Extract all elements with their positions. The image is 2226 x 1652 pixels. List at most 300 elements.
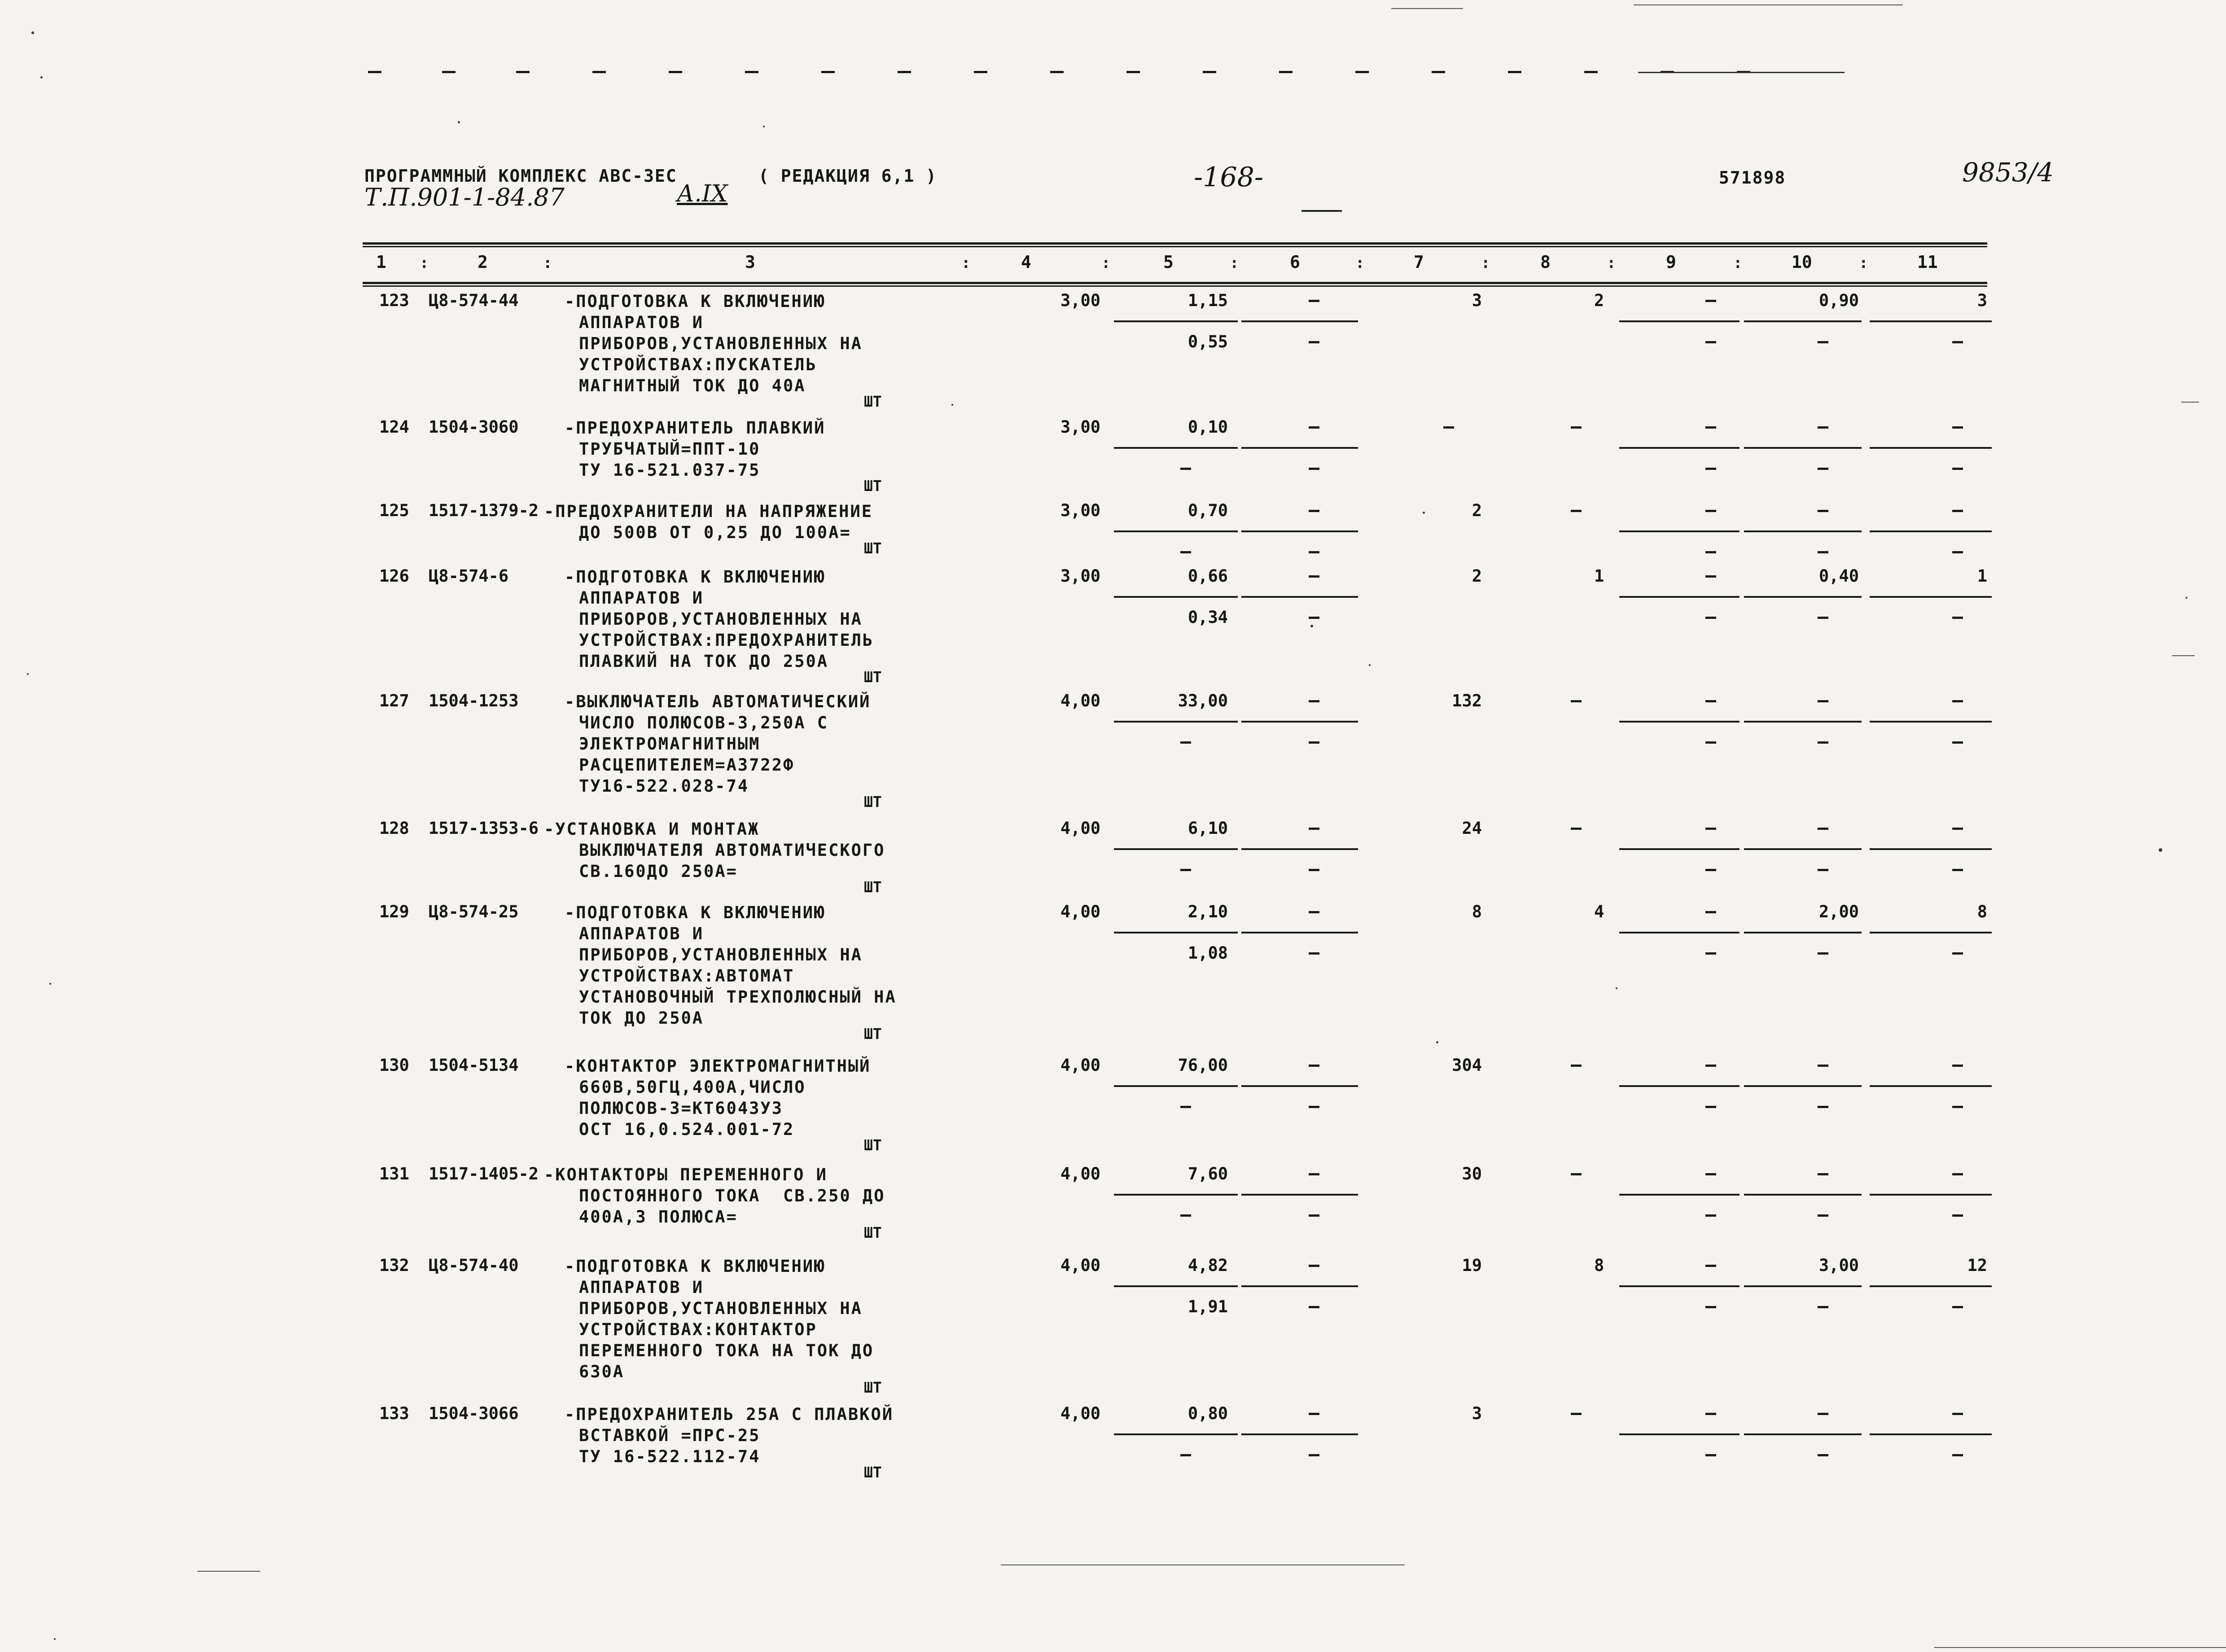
cell-underline bbox=[1241, 1085, 1358, 1087]
cell-underline bbox=[1744, 721, 1862, 723]
col8-value bbox=[1571, 1173, 1582, 1175]
top-dash bbox=[1508, 71, 1521, 73]
scan-line bbox=[1934, 1647, 2226, 1648]
col4-value: 4,00 bbox=[1060, 1164, 1100, 1183]
cell-underline bbox=[1870, 1285, 1992, 1287]
cell-underline bbox=[1241, 447, 1358, 449]
col4-value: 3,00 bbox=[1060, 417, 1100, 437]
col6-dash-top bbox=[1309, 700, 1319, 702]
description-line: ВСТАВКОЙ =ПРС-25 bbox=[579, 1426, 761, 1445]
row-number: 131 bbox=[379, 1164, 409, 1183]
col11-value bbox=[1952, 1065, 1963, 1067]
scan-line bbox=[1391, 8, 1463, 9]
col9-dash-top bbox=[1705, 1413, 1716, 1415]
cell-underline bbox=[1870, 530, 1992, 532]
column-header-1: 1 bbox=[376, 252, 386, 272]
table-row bbox=[0, 417, 2226, 422]
row-number: 126 bbox=[379, 566, 409, 586]
col6-dash-bottom bbox=[1309, 1106, 1319, 1108]
row-number: 124 bbox=[379, 417, 409, 437]
description-line: ПРИБОРОВ,УСТАНОВЛЕННЫХ НА bbox=[579, 945, 863, 964]
col5-value-bottom bbox=[1180, 1454, 1191, 1456]
col7-value: 304 bbox=[1452, 1056, 1482, 1075]
col8-value bbox=[1571, 700, 1582, 702]
cell-underline bbox=[1744, 1085, 1862, 1087]
cell-underline bbox=[1241, 721, 1358, 723]
cell-underline bbox=[1619, 320, 1740, 322]
cell-underline bbox=[1241, 848, 1358, 850]
col9-dash-top bbox=[1705, 1173, 1716, 1175]
description-line: -ПОДГОТОВКА К ВКЛЮЧЕНИЮ bbox=[565, 1257, 826, 1276]
cell-underline bbox=[1241, 320, 1358, 322]
cell-underline bbox=[1870, 848, 1992, 850]
col6-dash-top bbox=[1309, 575, 1319, 578]
table-row bbox=[0, 902, 2226, 907]
col10-value bbox=[1818, 828, 1828, 830]
col5-value-top: 76,00 bbox=[1178, 1056, 1228, 1075]
col6-dash-top bbox=[1309, 911, 1319, 913]
col7-value: 24 bbox=[1462, 819, 1482, 838]
row-number: 123 bbox=[379, 291, 409, 310]
cell-underline bbox=[1744, 1285, 1862, 1287]
column-header-11: 11 bbox=[1917, 252, 1938, 272]
cell-underline bbox=[1744, 530, 1862, 532]
cell-underline bbox=[1870, 721, 1992, 723]
col10-dash-bottom bbox=[1818, 617, 1828, 619]
col11-value bbox=[1952, 828, 1963, 830]
col9-dash-top bbox=[1705, 911, 1716, 913]
col4-value: 4,00 bbox=[1060, 1256, 1100, 1275]
cell-underline bbox=[1870, 320, 1992, 322]
col9-dash-bottom bbox=[1705, 952, 1716, 955]
cell-underline bbox=[1619, 1085, 1740, 1087]
cell-underline bbox=[1241, 1285, 1358, 1287]
description-line: ОСТ 16,0.524.001-72 bbox=[579, 1120, 795, 1139]
scan-speck bbox=[1369, 664, 1371, 666]
top-dash bbox=[745, 71, 758, 73]
col5-value-top: 2,10 bbox=[1187, 902, 1228, 921]
col9-dash-bottom bbox=[1705, 341, 1716, 343]
description-line: АППАРАТОВ И bbox=[579, 588, 704, 608]
table-row bbox=[0, 291, 2226, 295]
cell-underline bbox=[1619, 530, 1740, 532]
column-header-4: 4 bbox=[1021, 252, 1031, 272]
col5-value-bottom bbox=[1180, 468, 1191, 470]
row-code: 1517-1405-2 bbox=[429, 1164, 539, 1183]
col10-value bbox=[1818, 426, 1828, 429]
description-line: ПОСТОЯННОГО ТОКА СВ.250 ДО bbox=[579, 1186, 885, 1205]
description-line: ТУ 16-522.112-74 bbox=[579, 1447, 761, 1466]
col6-dash-bottom bbox=[1309, 1214, 1319, 1217]
cell-underline bbox=[1744, 1194, 1862, 1196]
col10-dash-bottom bbox=[1818, 1454, 1828, 1456]
cell-underline bbox=[1619, 596, 1740, 598]
top-dash bbox=[368, 71, 381, 73]
cell-underline bbox=[1114, 447, 1238, 449]
col10-value bbox=[1818, 510, 1828, 512]
col10-value bbox=[1818, 700, 1828, 702]
row-number: 125 bbox=[379, 501, 409, 520]
cell-underline bbox=[1114, 530, 1238, 532]
description-line: -КОНТАКТОРЫ ПЕРЕМЕННОГО И bbox=[544, 1165, 828, 1184]
col10-value: 0,40 bbox=[1818, 566, 1859, 586]
table-header-rule bbox=[363, 282, 1987, 284]
cell-underline bbox=[1744, 447, 1862, 449]
col4-value: 4,00 bbox=[1060, 691, 1100, 710]
col6-dash-bottom bbox=[1309, 741, 1319, 744]
col9-dash-bottom bbox=[1705, 1454, 1716, 1456]
scan-speck bbox=[2159, 848, 2162, 852]
col10-dash-bottom bbox=[1818, 869, 1828, 871]
col11-dash-bottom bbox=[1952, 1454, 1963, 1456]
unit-label: ШТ bbox=[864, 878, 882, 896]
col10-dash-bottom bbox=[1818, 1106, 1828, 1108]
col10-dash-bottom bbox=[1818, 341, 1828, 343]
cell-underline bbox=[1619, 848, 1740, 850]
column-separator: : bbox=[961, 254, 971, 272]
col10-value bbox=[1818, 1065, 1828, 1067]
cell-underline bbox=[1870, 932, 1992, 933]
description-line: -ПОДГОТОВКА К ВКЛЮЧЕНИЮ bbox=[565, 903, 826, 922]
cell-underline bbox=[1114, 596, 1238, 598]
cell-underline bbox=[1870, 447, 1992, 449]
col9-dash-top bbox=[1705, 1265, 1716, 1267]
cell-underline bbox=[1744, 596, 1862, 598]
col6-dash-bottom bbox=[1309, 1454, 1319, 1456]
col11-value: 12 bbox=[1967, 1256, 1987, 1275]
top-dash bbox=[974, 71, 987, 73]
row-number: 130 bbox=[379, 1056, 409, 1075]
scan-speck bbox=[1310, 625, 1313, 627]
col6-dash-bottom bbox=[1309, 341, 1319, 343]
col6-dash-bottom bbox=[1309, 551, 1319, 553]
col6-dash-top bbox=[1309, 1065, 1319, 1067]
cell-underline bbox=[1870, 1085, 1992, 1087]
col11-dash-bottom bbox=[1952, 1306, 1963, 1308]
column-header-10: 10 bbox=[1792, 252, 1812, 272]
top-dash bbox=[1050, 71, 1064, 73]
row-number: 132 bbox=[379, 1256, 409, 1275]
description-line: ДО 500В ОТ 0,25 ДО 100А= bbox=[579, 523, 851, 542]
cell-underline bbox=[1114, 848, 1238, 850]
row-number: 129 bbox=[379, 902, 409, 921]
scan-speck bbox=[54, 1638, 56, 1640]
col7-value: 30 bbox=[1462, 1164, 1482, 1183]
col8-value: 8 bbox=[1594, 1256, 1604, 1275]
description-line: ТРУБЧАТЫЙ=ППТ-10 bbox=[579, 439, 761, 459]
col6-dash-top bbox=[1309, 1173, 1319, 1175]
col9-dash-top bbox=[1705, 300, 1716, 302]
col10-value: 2,00 bbox=[1818, 902, 1859, 921]
col9-dash-bottom bbox=[1705, 617, 1716, 619]
cell-underline bbox=[1744, 848, 1862, 850]
col5-value-top: 0,10 bbox=[1187, 417, 1228, 437]
description-line: -ПОДГОТОВКА К ВКЛЮЧЕНИЮ bbox=[565, 292, 826, 311]
col6-dash-top bbox=[1309, 300, 1319, 302]
column-separator: : bbox=[1355, 254, 1365, 272]
col6-dash-top bbox=[1309, 828, 1319, 830]
col8-value bbox=[1571, 828, 1582, 830]
unit-label: ШТ bbox=[864, 1136, 882, 1154]
col7-value: 3 bbox=[1472, 1404, 1482, 1423]
cell-underline bbox=[1241, 530, 1358, 532]
description-line: ПРИБОРОВ,УСТАНОВЛЕННЫХ НА bbox=[579, 1299, 863, 1318]
description-line: -ПРЕДОХРАНИТЕЛЬ ПЛАВКИЙ bbox=[565, 418, 826, 438]
col9-dash-top bbox=[1705, 828, 1716, 830]
row-code: 1504-3066 bbox=[429, 1404, 519, 1423]
column-header-9: 9 bbox=[1666, 252, 1676, 272]
cell-underline bbox=[1619, 932, 1740, 933]
col11-value: 1 bbox=[1977, 566, 1987, 586]
scan-line bbox=[197, 1571, 260, 1572]
row-number: 128 bbox=[379, 819, 409, 838]
row-code: 1504-1253 bbox=[429, 691, 519, 710]
col6-dash-top bbox=[1309, 426, 1319, 429]
column-separator: : bbox=[1733, 254, 1743, 272]
column-separator: : bbox=[1859, 254, 1868, 272]
table-header-rule-2 bbox=[363, 285, 1987, 287]
col6-dash-bottom bbox=[1309, 952, 1319, 955]
description-line: ТОК ДО 250А bbox=[579, 1008, 704, 1028]
unit-label: ШТ bbox=[864, 393, 882, 410]
scan-speck bbox=[1423, 512, 1425, 514]
unit-label: ШТ bbox=[864, 477, 882, 495]
top-dash bbox=[669, 71, 682, 73]
row-number: 133 bbox=[379, 1404, 409, 1423]
column-separator: : bbox=[1481, 254, 1490, 272]
col6-dash-top bbox=[1309, 1265, 1319, 1267]
description-line: ЧИСЛО ПОЛЮСОВ-3,250А С bbox=[579, 713, 829, 732]
column-separator: : bbox=[543, 254, 552, 272]
col5-value-top: 6,10 bbox=[1187, 819, 1228, 838]
col11-dash-bottom bbox=[1952, 952, 1963, 955]
cell-underline bbox=[1870, 1433, 1992, 1435]
col5-value-bottom bbox=[1180, 1106, 1191, 1108]
description-line: АППАРАТОВ И bbox=[579, 313, 704, 332]
column-header-5: 5 bbox=[1163, 252, 1174, 272]
top-dash bbox=[1584, 71, 1598, 73]
scan-line bbox=[1301, 210, 1342, 212]
unit-label: ШТ bbox=[864, 793, 882, 811]
description-line: ПРИБОРОВ,УСТАНОВЛЕННЫХ НА bbox=[579, 609, 863, 629]
cell-underline bbox=[1744, 320, 1862, 322]
col11-dash-bottom bbox=[1952, 551, 1963, 553]
program-title: ПРОГРАММНЫЙ КОМПЛЕКС АВС-3ЕС bbox=[364, 166, 677, 186]
col5-value-top: 0,80 bbox=[1187, 1404, 1228, 1423]
column-header-7: 7 bbox=[1414, 252, 1424, 272]
col10-dash-bottom bbox=[1818, 468, 1828, 470]
cell-underline bbox=[1744, 932, 1862, 933]
col7-value: 2 bbox=[1472, 501, 1482, 520]
description-line: ПРИБОРОВ,УСТАНОВЛЕННЫХ НА bbox=[579, 334, 863, 353]
col4-value: 3,00 bbox=[1060, 501, 1100, 520]
sheet-number-handwritten: 9853/4 bbox=[1962, 157, 2054, 188]
column-header-2: 2 bbox=[478, 252, 488, 272]
cell-underline bbox=[1114, 320, 1238, 322]
cell-underline bbox=[1241, 932, 1358, 933]
col9-dash-top bbox=[1705, 510, 1716, 512]
col4-value: 4,00 bbox=[1060, 819, 1100, 838]
col8-value: 2 bbox=[1594, 291, 1604, 310]
cell-underline bbox=[1114, 1433, 1238, 1435]
cell-underline bbox=[1870, 596, 1992, 598]
table-row bbox=[0, 1256, 2226, 1260]
col10-value bbox=[1818, 1173, 1828, 1175]
top-dash bbox=[1203, 71, 1216, 73]
col11-dash-bottom bbox=[1952, 341, 1963, 343]
cell-underline bbox=[1114, 1285, 1238, 1287]
col9-dash-bottom bbox=[1705, 1214, 1716, 1217]
top-dash bbox=[821, 71, 835, 73]
column-header-3: 3 bbox=[745, 252, 755, 272]
col5-value-top: 1,15 bbox=[1187, 291, 1228, 310]
col5-value-top: 0,70 bbox=[1187, 501, 1228, 520]
top-dash bbox=[442, 71, 456, 73]
col9-dash-bottom bbox=[1705, 551, 1716, 553]
album-handwritten: А.IX bbox=[677, 180, 728, 207]
row-number: 127 bbox=[379, 691, 409, 710]
column-header-6: 6 bbox=[1290, 252, 1300, 272]
table-row bbox=[0, 1404, 2226, 1408]
cell-underline bbox=[1114, 932, 1238, 933]
col11-value: 3 bbox=[1977, 291, 1987, 310]
col9-dash-bottom bbox=[1705, 468, 1716, 470]
col4-value: 3,00 bbox=[1060, 566, 1100, 586]
description-line: МАГНИТНЫЙ ТОК ДО 40А bbox=[579, 376, 806, 395]
col9-dash-bottom bbox=[1705, 741, 1716, 744]
description-line: ПЛАВКИЙ НА ТОК ДО 250А bbox=[579, 652, 829, 671]
table-top-rule-2 bbox=[363, 246, 1987, 247]
cell-underline bbox=[1241, 596, 1358, 598]
description-line: ПЕРЕМЕННОГО ТОКА НА ТОК ДО bbox=[579, 1341, 874, 1360]
description-line: -ПОДГОТОВКА К ВКЛЮЧЕНИЮ bbox=[565, 567, 826, 587]
description-line: РАСЦЕПИТЕЛЕМ=А3722Ф bbox=[579, 755, 795, 775]
top-dash bbox=[1279, 71, 1293, 73]
col10-dash-bottom bbox=[1818, 1214, 1828, 1217]
tp-handwritten: Т.П.901-1-84.87 bbox=[364, 183, 565, 211]
col9-dash-bottom bbox=[1705, 869, 1716, 871]
col7-value: 3 bbox=[1472, 291, 1482, 310]
row-code: 1517-1379-2 bbox=[429, 501, 539, 520]
cell-underline bbox=[1619, 1433, 1740, 1435]
col9-dash-bottom bbox=[1705, 1306, 1716, 1308]
column-separator: : bbox=[1230, 254, 1239, 272]
description-line: УСТАНОВОЧНЫЙ ТРЕХПОЛЮСНЫЙ НА bbox=[579, 987, 897, 1007]
top-dash bbox=[1355, 71, 1369, 73]
col11-dash-bottom bbox=[1952, 617, 1963, 619]
column-header-8: 8 bbox=[1540, 252, 1551, 272]
col11-value: 8 bbox=[1977, 902, 1987, 921]
col9-dash-top bbox=[1705, 700, 1716, 702]
col11-value bbox=[1952, 426, 1963, 429]
description-line: 400А,3 ПОЛЮСА= bbox=[579, 1207, 738, 1227]
row-code: 1504-5134 bbox=[429, 1056, 519, 1075]
col11-dash-bottom bbox=[1952, 1214, 1963, 1217]
description-line: ТУ16-522.028-74 bbox=[579, 776, 749, 796]
col4-value: 4,00 bbox=[1060, 1404, 1100, 1423]
scan-speck bbox=[31, 31, 34, 34]
cell-underline bbox=[1744, 1433, 1862, 1435]
col9-dash-bottom bbox=[1705, 1106, 1716, 1108]
cell-underline bbox=[1114, 1194, 1238, 1196]
row-code: Ц8-574-25 bbox=[429, 902, 519, 921]
col10-value bbox=[1818, 1413, 1828, 1415]
col11-value bbox=[1952, 1413, 1963, 1415]
col7-value: 19 bbox=[1462, 1256, 1482, 1275]
description-line: ПОЛЮСОВ-3=КТ6043У3 bbox=[579, 1099, 783, 1118]
column-separator: : bbox=[420, 254, 429, 272]
description-line: -УСТАНОВКА И МОНТАЖ bbox=[544, 819, 760, 839]
description-line: -ПРЕДОХРАНИТЕЛЬ 25А С ПЛАВКОЙ bbox=[565, 1405, 894, 1424]
col6-dash-bottom bbox=[1309, 1306, 1319, 1308]
scan-speck bbox=[763, 126, 765, 127]
row-code: 1517-1353-6 bbox=[429, 819, 539, 838]
description-line: ВЫКЛЮЧАТЕЛЯ АВТОМАТИЧЕСКОГО bbox=[579, 841, 885, 860]
description-line: 660В,50ГЦ,400А,ЧИСЛО bbox=[579, 1078, 806, 1097]
col5-value-bottom: 1,08 bbox=[1187, 943, 1228, 963]
col8-value: 1 bbox=[1594, 566, 1604, 586]
table-top-rule bbox=[363, 242, 1987, 245]
col5-value-top: 0,66 bbox=[1187, 566, 1228, 586]
cell-underline bbox=[1114, 1085, 1238, 1087]
scan-speck bbox=[458, 121, 460, 123]
code-number: 571898 bbox=[1719, 168, 1786, 188]
description-line: УСТРОЙСТВАХ:КОНТАКТОР bbox=[579, 1320, 817, 1339]
unit-label: ШТ bbox=[864, 1224, 882, 1241]
col9-dash-top bbox=[1705, 1065, 1716, 1067]
col11-dash-bottom bbox=[1952, 1106, 1963, 1108]
col11-value bbox=[1952, 1173, 1963, 1175]
cell-underline bbox=[1241, 1433, 1358, 1435]
col10-dash-bottom bbox=[1818, 1306, 1828, 1308]
scan-speck bbox=[951, 404, 953, 406]
col5-value-bottom: 0,34 bbox=[1187, 608, 1228, 627]
unit-label: ШТ bbox=[864, 539, 882, 557]
col4-value: 3,00 bbox=[1060, 291, 1100, 310]
description-line: 630А bbox=[579, 1362, 625, 1381]
cell-underline bbox=[1870, 1194, 1992, 1196]
description-line: УСТРОЙСТВАХ:ПРЕДОХРАНИТЕЛЬ bbox=[579, 631, 874, 650]
col10-dash-bottom bbox=[1818, 551, 1828, 553]
col5-value-top: 7,60 bbox=[1187, 1164, 1228, 1183]
col6-dash-bottom bbox=[1309, 869, 1319, 871]
scan-line bbox=[1001, 1564, 1405, 1565]
col5-value-bottom bbox=[1180, 741, 1191, 744]
description-line: -ПРЕДОХРАНИТЕЛИ НА НАПРЯЖЕНИЕ bbox=[544, 502, 873, 521]
scan-speck bbox=[40, 76, 43, 79]
unit-label: ШТ bbox=[864, 668, 882, 686]
col5-value-bottom bbox=[1180, 869, 1191, 871]
table-row bbox=[0, 1164, 2226, 1169]
row-code: Ц8-574-6 bbox=[429, 566, 509, 586]
description-line: -ВЫКЛЮЧАТЕЛЬ АВТОМАТИЧЕСКИЙ bbox=[565, 692, 871, 711]
cell-underline bbox=[1619, 721, 1740, 723]
col5-value-top: 4,82 bbox=[1187, 1256, 1228, 1275]
col11-dash-bottom bbox=[1952, 869, 1963, 871]
cell-underline bbox=[1619, 447, 1740, 449]
col10-dash-bottom bbox=[1818, 952, 1828, 955]
top-dash bbox=[516, 71, 530, 73]
page-number-handwritten: -168- bbox=[1194, 162, 1264, 193]
column-separator: : bbox=[1101, 254, 1111, 272]
scan-speck bbox=[27, 673, 29, 675]
col6-dash-bottom bbox=[1309, 468, 1319, 470]
table-row bbox=[0, 819, 2226, 823]
col11-dash-bottom bbox=[1952, 468, 1963, 470]
cell-underline bbox=[1241, 1194, 1358, 1196]
top-dash bbox=[592, 71, 606, 73]
col4-value: 4,00 bbox=[1060, 1056, 1100, 1075]
